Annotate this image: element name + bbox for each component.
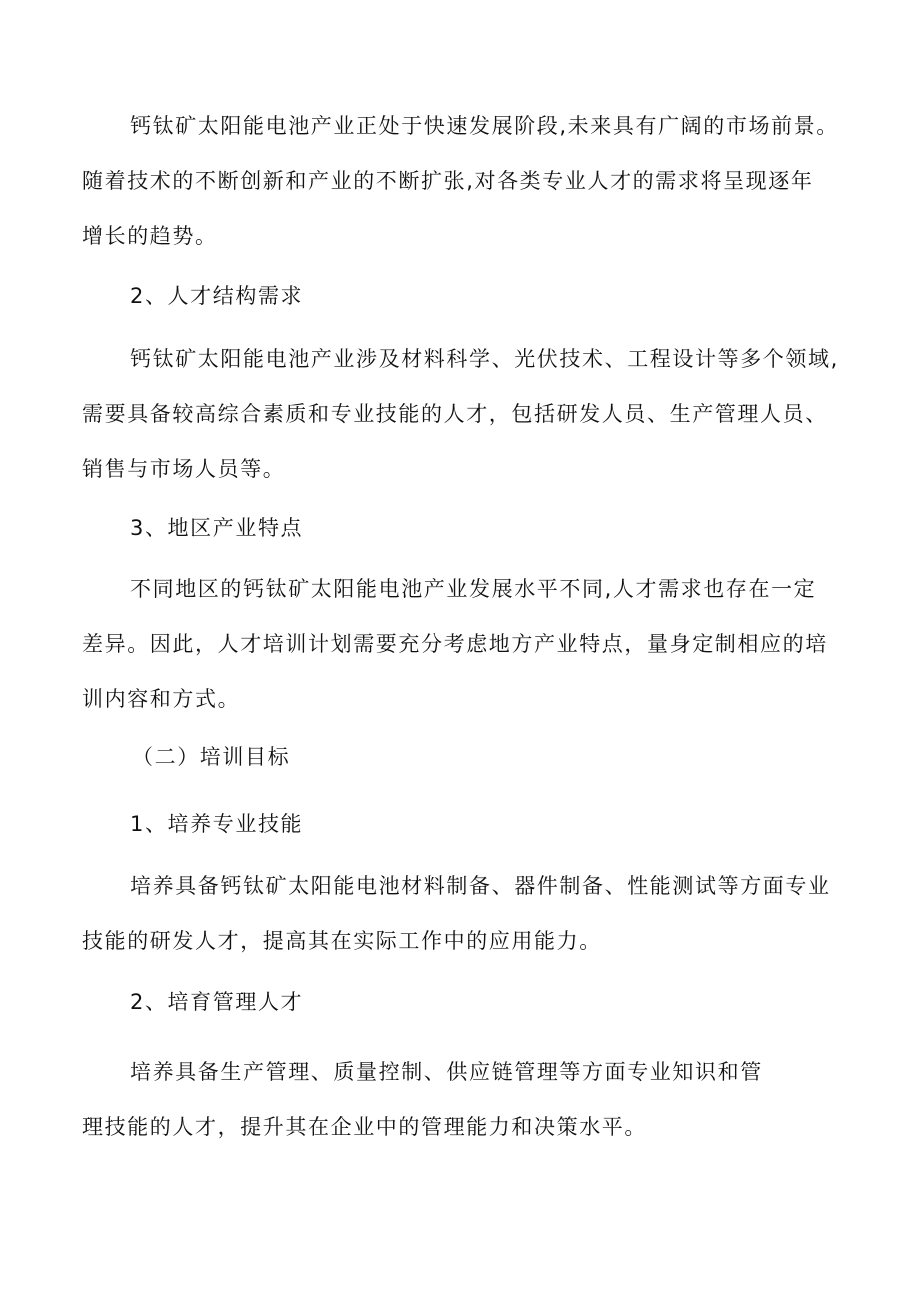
paragraph-4-line-1: 培养具备钙钛矿太阳能电池材料制备、器件制备、性能测试等方面专业 bbox=[130, 874, 831, 898]
paragraph-3-line-1: 不同地区的钙钛矿太阳能电池产业发展水平不同,人才需求也存在一定 bbox=[130, 577, 817, 601]
paragraph-1-line-2: 随着技术的不断创新和产业的不断扩张,对各类专业人才的需求将呈现逐年 bbox=[82, 169, 814, 193]
paragraph-1-line-3: 增长的趋势。 bbox=[82, 224, 218, 248]
paragraph-3-line-2: 差异。因此，人才培训计划需要充分考虑地方产业特点，量身定制相应的培 bbox=[82, 632, 828, 656]
paragraph-4-line-2: 技能的研发人才，提高其在实际工作中的应用能力。 bbox=[82, 929, 602, 953]
paragraph-1-line-1: 钙钛矿太阳能电池产业正处于快速发展阶段,未来具有广阔的市场前景。 bbox=[130, 114, 839, 138]
heading-talent-structure: 2、人才结构需求 bbox=[130, 284, 304, 308]
paragraph-5-line-1: 培养具备生产管理、质量控制、供应链管理等方面专业知识和管 bbox=[130, 1060, 763, 1084]
paragraph-3-line-3: 训内容和方式。 bbox=[82, 687, 241, 711]
heading-management-talent: 2、培育管理人才 bbox=[130, 990, 304, 1014]
heading-regional-features: 3、地区产业特点 bbox=[130, 516, 304, 540]
heading-professional-skills: 1、培养专业技能 bbox=[130, 812, 304, 836]
paragraph-2-line-3: 销售与市场人员等。 bbox=[82, 457, 286, 481]
paragraph-2-line-1: 钙钛矿太阳能电池产业涉及材料科学、光伏技术、工程设计等多个领域, bbox=[130, 347, 839, 371]
section-heading-training-goals: （二）培训目标 bbox=[132, 745, 291, 769]
paragraph-5-line-2: 理技能的人才，提升其在企业中的管理能力和决策水平。 bbox=[82, 1115, 647, 1139]
paragraph-2-line-2: 需要具备较高综合素质和专业技能的人才，包括研发人员、生产管理人员、 bbox=[82, 402, 828, 426]
